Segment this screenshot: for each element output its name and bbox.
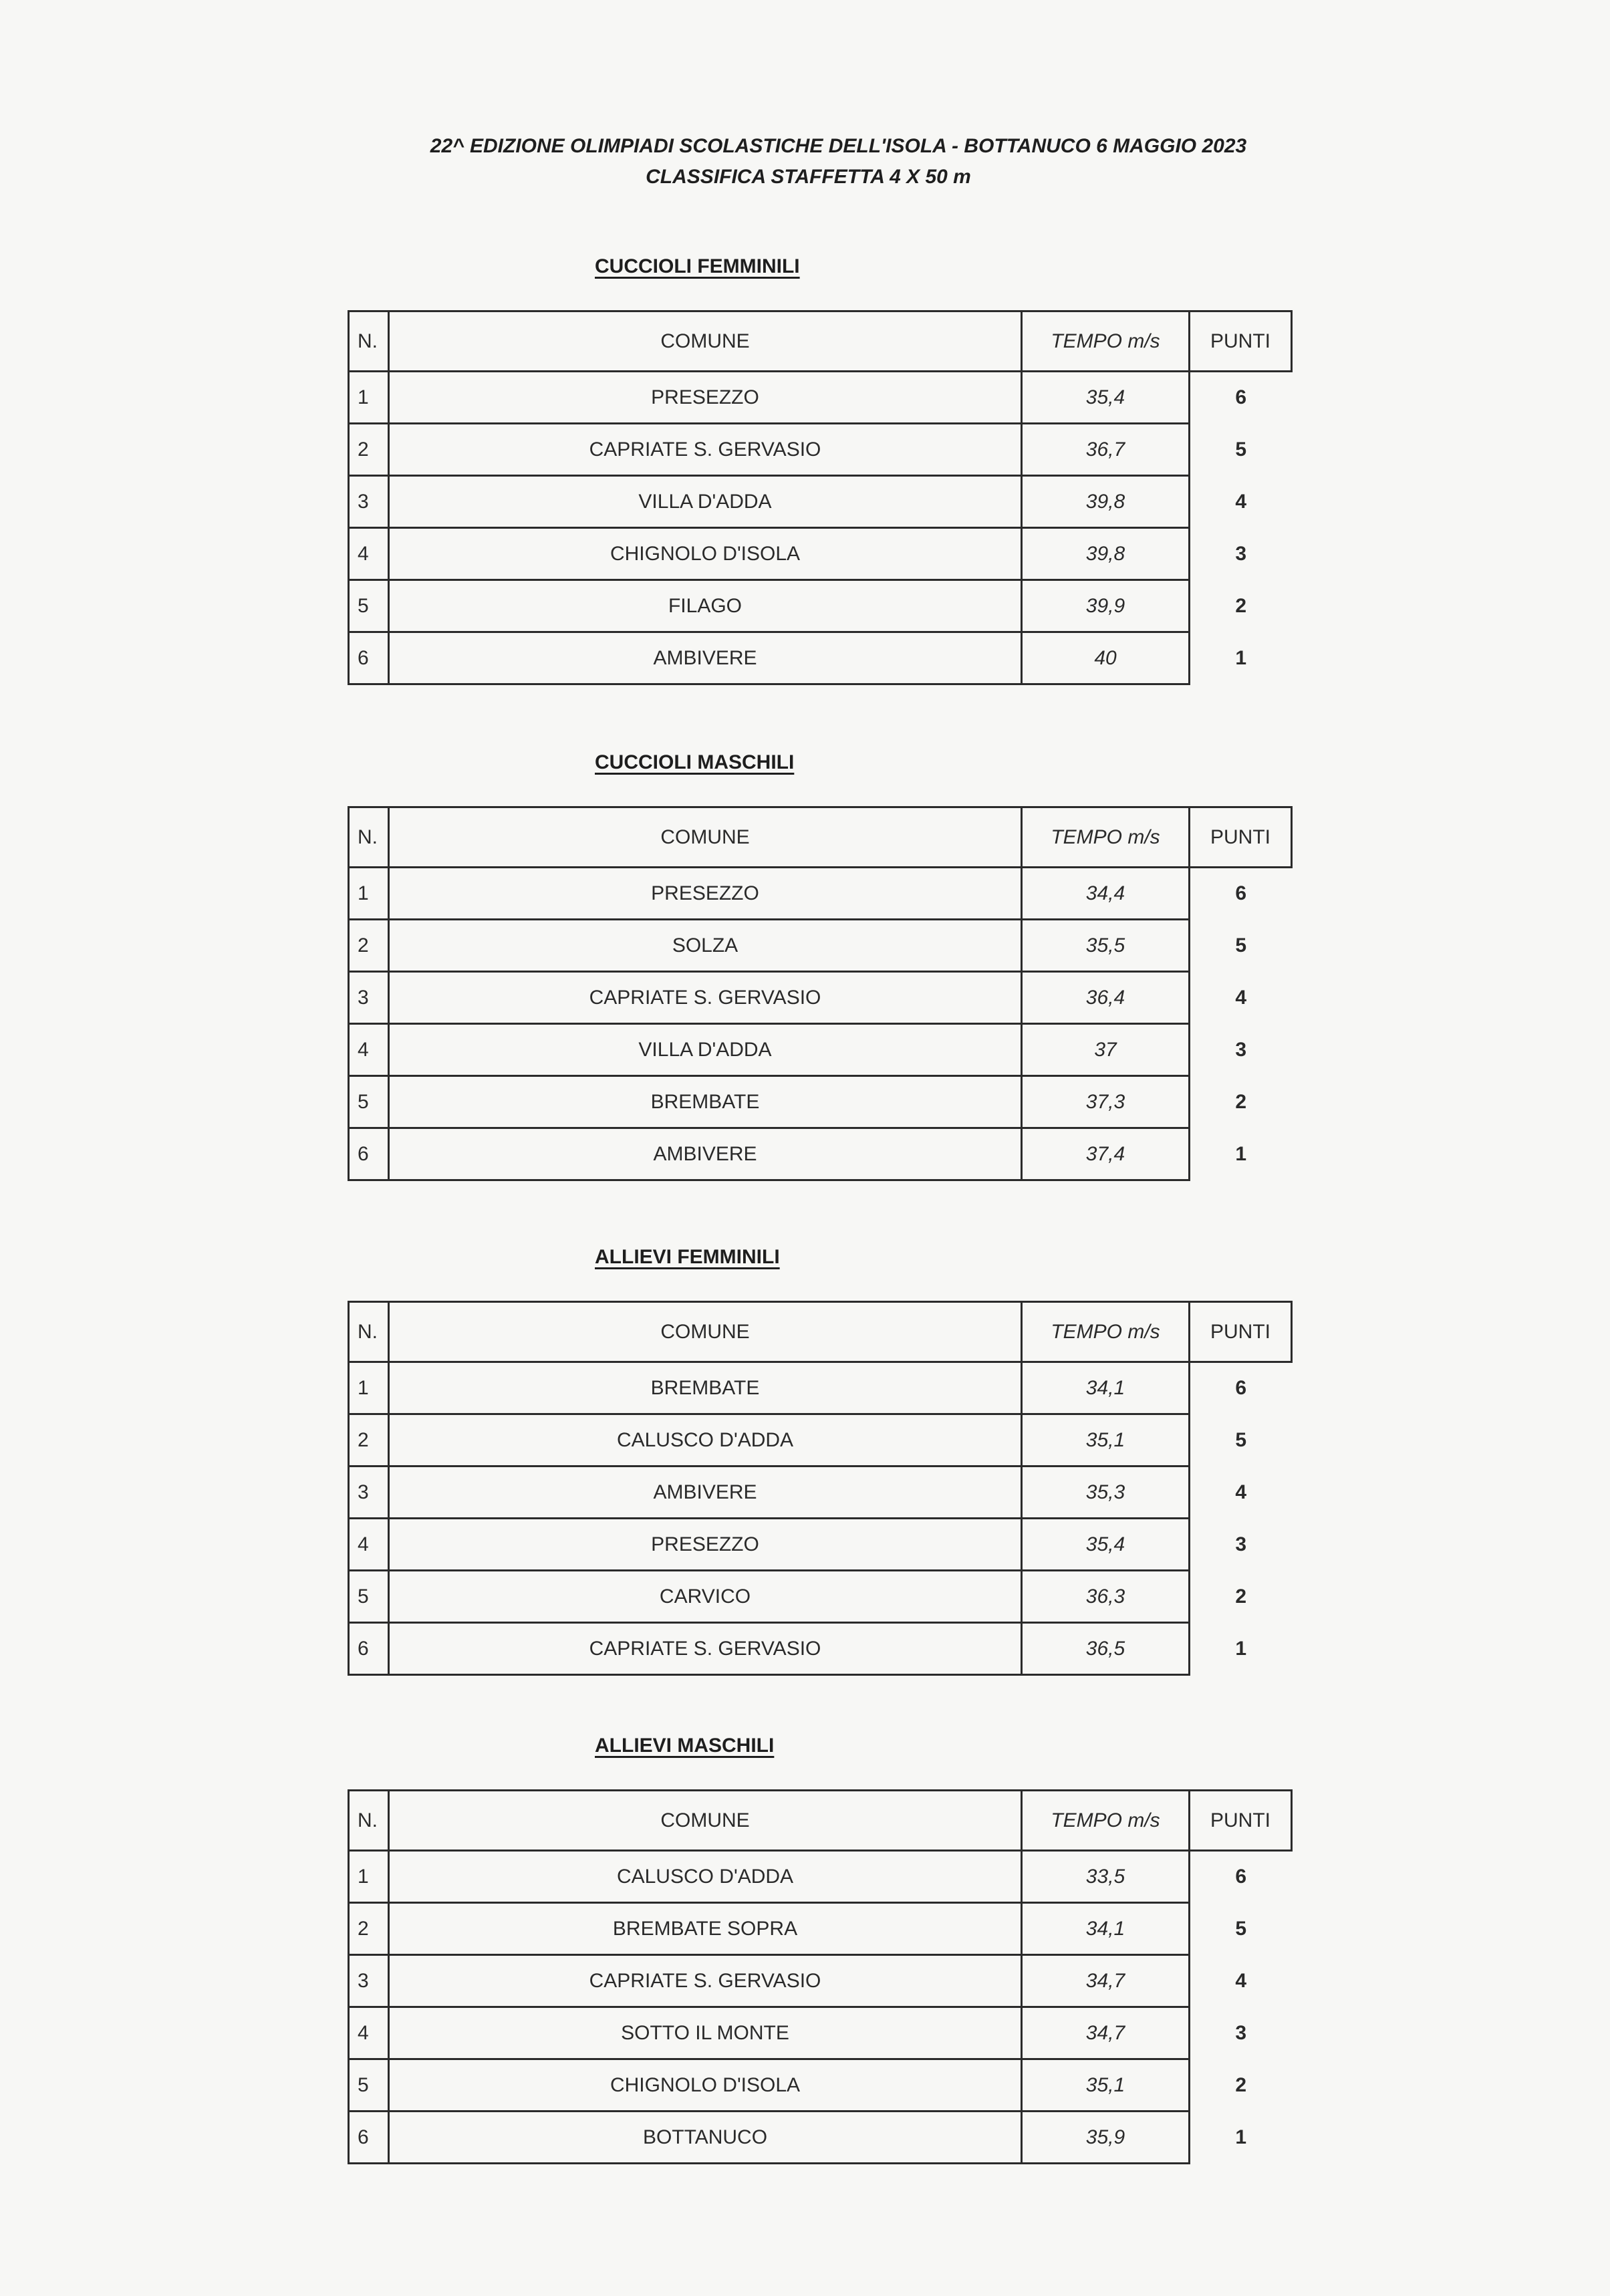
cell-comune: PRESEZZO [389, 372, 1022, 424]
cell-punti: 5 [1190, 1414, 1292, 1466]
table-row [349, 868, 1292, 920]
section-title: CUCCIOLI MASCHILI [595, 751, 795, 773]
cell-tempo: 40 [1022, 632, 1190, 684]
col-header-comune: COMUNE [389, 807, 1022, 868]
cell-tempo: 35,3 [1022, 1466, 1190, 1519]
cell-punti: 5 [1190, 920, 1292, 972]
cell-punti: 2 [1190, 580, 1292, 632]
cell-rank: 1 [349, 868, 389, 920]
cell-comune: CHIGNOLO D'ISOLA [389, 528, 1022, 580]
table-header-row [349, 311, 1292, 372]
cell-punti: 6 [1190, 1362, 1292, 1414]
col-header-n: N. [349, 807, 389, 868]
cell-punti: 1 [1190, 1128, 1292, 1180]
cell-tempo: 33,5 [1022, 1851, 1190, 1903]
cell-tempo: 39,8 [1022, 528, 1190, 580]
cell-rank: 3 [349, 476, 389, 528]
cell-comune: PRESEZZO [389, 868, 1022, 920]
col-header-tempo: TEMPO m/s [1022, 1791, 1190, 1851]
table-row [349, 920, 1292, 972]
cell-punti: 2 [1190, 2059, 1292, 2112]
section-title: CUCCIOLI FEMMINILI [595, 255, 800, 277]
cell-comune: CALUSCO D'ADDA [389, 1851, 1022, 1903]
cell-tempo: 39,9 [1022, 580, 1190, 632]
cell-comune: BREMBATE SOPRA [389, 1903, 1022, 1955]
col-header-tempo: TEMPO m/s [1022, 807, 1190, 868]
col-header-tempo: TEMPO m/s [1022, 311, 1190, 372]
cell-comune: CAPRIATE S. GERVASIO [389, 1623, 1022, 1675]
table-row [349, 1623, 1292, 1675]
cell-punti: 1 [1190, 2112, 1292, 2164]
cell-rank: 5 [349, 580, 389, 632]
cell-punti: 4 [1190, 1955, 1292, 2007]
cell-comune: CAPRIATE S. GERVASIO [389, 424, 1022, 476]
col-header-n: N. [349, 311, 389, 372]
cell-tempo: 36,5 [1022, 1623, 1190, 1675]
cell-punti: 3 [1190, 1024, 1292, 1076]
cell-comune: AMBIVERE [389, 1466, 1022, 1519]
results-table [348, 1301, 1293, 1676]
cell-tempo: 34,7 [1022, 1955, 1190, 2007]
cell-tempo: 39,8 [1022, 476, 1190, 528]
table-header-row [349, 1302, 1292, 1362]
cell-rank: 6 [349, 2112, 389, 2164]
cell-rank: 6 [349, 1128, 389, 1180]
section-title: ALLIEVI MASCHILI [595, 1735, 775, 1757]
cell-punti: 6 [1190, 372, 1292, 424]
cell-rank: 4 [349, 2007, 389, 2059]
cell-tempo: 34,7 [1022, 2007, 1190, 2059]
col-header-n: N. [349, 1791, 389, 1851]
cell-tempo: 35,1 [1022, 2059, 1190, 2112]
cell-tempo: 34,1 [1022, 1362, 1190, 1414]
results-table [348, 310, 1293, 685]
cell-punti: 4 [1190, 972, 1292, 1024]
cell-rank: 3 [349, 1466, 389, 1519]
table-row [349, 632, 1292, 684]
cell-tempo: 36,7 [1022, 424, 1190, 476]
cell-tempo: 36,4 [1022, 972, 1190, 1024]
cell-tempo: 37 [1022, 1024, 1190, 1076]
cell-punti: 2 [1190, 1076, 1292, 1128]
cell-rank: 1 [349, 1851, 389, 1903]
table-row [349, 2007, 1292, 2059]
cell-comune: BREMBATE [389, 1076, 1022, 1128]
table-row [349, 2059, 1292, 2112]
cell-comune: SOLZA [389, 920, 1022, 972]
header-subtitle: CLASSIFICA STAFFETTA 4 X 50 m [646, 166, 971, 188]
col-header-punti: PUNTI [1190, 311, 1292, 372]
cell-rank: 1 [349, 372, 389, 424]
table-row [349, 1362, 1292, 1414]
cell-rank: 2 [349, 424, 389, 476]
table-row [349, 1955, 1292, 2007]
col-header-comune: COMUNE [389, 311, 1022, 372]
table-row [349, 1903, 1292, 1955]
col-header-punti: PUNTI [1190, 807, 1292, 868]
header-title: 22^ EDIZIONE OLIMPIADI SCOLASTICHE DELL'ISOLA - BOTTANUCO 6 MAGGIO 2023 [430, 135, 1247, 157]
cell-rank: 2 [349, 920, 389, 972]
cell-comune: CALUSCO D'ADDA [389, 1414, 1022, 1466]
cell-rank: 5 [349, 2059, 389, 2112]
cell-punti: 2 [1190, 1571, 1292, 1623]
col-header-tempo: TEMPO m/s [1022, 1302, 1190, 1362]
cell-rank: 2 [349, 1903, 389, 1955]
table-row [349, 372, 1292, 424]
cell-comune: CAPRIATE S. GERVASIO [389, 1955, 1022, 2007]
cell-comune: BREMBATE [389, 1362, 1022, 1414]
cell-comune: AMBIVERE [389, 1128, 1022, 1180]
cell-tempo: 37,4 [1022, 1128, 1190, 1180]
table-row [349, 424, 1292, 476]
cell-tempo: 35,9 [1022, 2112, 1190, 2164]
table-row [349, 1076, 1292, 1128]
cell-punti: 4 [1190, 476, 1292, 528]
cell-tempo: 35,4 [1022, 1519, 1190, 1571]
table-row [349, 528, 1292, 580]
cell-punti: 1 [1190, 632, 1292, 684]
cell-punti: 5 [1190, 1903, 1292, 1955]
col-header-n: N. [349, 1302, 389, 1362]
table-header-row [349, 1791, 1292, 1851]
table-row [349, 1414, 1292, 1466]
cell-comune: BOTTANUCO [389, 2112, 1022, 2164]
table-row [349, 1128, 1292, 1180]
cell-rank: 2 [349, 1414, 389, 1466]
cell-comune: FILAGO [389, 580, 1022, 632]
cell-rank: 4 [349, 1024, 389, 1076]
cell-punti: 3 [1190, 2007, 1292, 2059]
cell-rank: 1 [349, 1362, 389, 1414]
cell-rank: 6 [349, 632, 389, 684]
table-row [349, 1466, 1292, 1519]
cell-punti: 6 [1190, 868, 1292, 920]
cell-rank: 3 [349, 972, 389, 1024]
cell-comune: VILLA D'ADDA [389, 1024, 1022, 1076]
cell-rank: 5 [349, 1076, 389, 1128]
section-title: ALLIEVI FEMMINILI [595, 1246, 780, 1268]
table-row [349, 476, 1292, 528]
document-header [0, 131, 1610, 193]
col-header-punti: PUNTI [1190, 1791, 1292, 1851]
cell-rank: 6 [349, 1623, 389, 1675]
cell-punti: 3 [1190, 1519, 1292, 1571]
table-row [349, 972, 1292, 1024]
cell-tempo: 37,3 [1022, 1076, 1190, 1128]
cell-tempo: 35,5 [1022, 920, 1190, 972]
cell-tempo: 35,4 [1022, 372, 1190, 424]
table-row [349, 1571, 1292, 1623]
col-header-punti: PUNTI [1190, 1302, 1292, 1362]
cell-punti: 1 [1190, 1623, 1292, 1675]
cell-punti: 6 [1190, 1851, 1292, 1903]
cell-tempo: 34,1 [1022, 1903, 1190, 1955]
table-row [349, 1851, 1292, 1903]
table-header-row [349, 807, 1292, 868]
cell-rank: 4 [349, 1519, 389, 1571]
cell-comune: SOTTO IL MONTE [389, 2007, 1022, 2059]
cell-tempo: 36,3 [1022, 1571, 1190, 1623]
table-row [349, 1024, 1292, 1076]
cell-punti: 5 [1190, 424, 1292, 476]
cell-punti: 4 [1190, 1466, 1292, 1519]
cell-comune: CHIGNOLO D'ISOLA [389, 2059, 1022, 2112]
cell-rank: 3 [349, 1955, 389, 2007]
table-row [349, 1519, 1292, 1571]
results-table [348, 806, 1293, 1181]
col-header-comune: COMUNE [389, 1302, 1022, 1362]
table-row [349, 580, 1292, 632]
col-header-comune: COMUNE [389, 1791, 1022, 1851]
cell-punti: 3 [1190, 528, 1292, 580]
cell-rank: 4 [349, 528, 389, 580]
cell-comune: VILLA D'ADDA [389, 476, 1022, 528]
cell-comune: CARVICO [389, 1571, 1022, 1623]
cell-tempo: 35,1 [1022, 1414, 1190, 1466]
cell-comune: CAPRIATE S. GERVASIO [389, 972, 1022, 1024]
cell-comune: AMBIVERE [389, 632, 1022, 684]
cell-rank: 5 [349, 1571, 389, 1623]
table-row [349, 2112, 1292, 2164]
cell-tempo: 34,4 [1022, 868, 1190, 920]
cell-comune: PRESEZZO [389, 1519, 1022, 1571]
results-table [348, 1789, 1293, 2164]
